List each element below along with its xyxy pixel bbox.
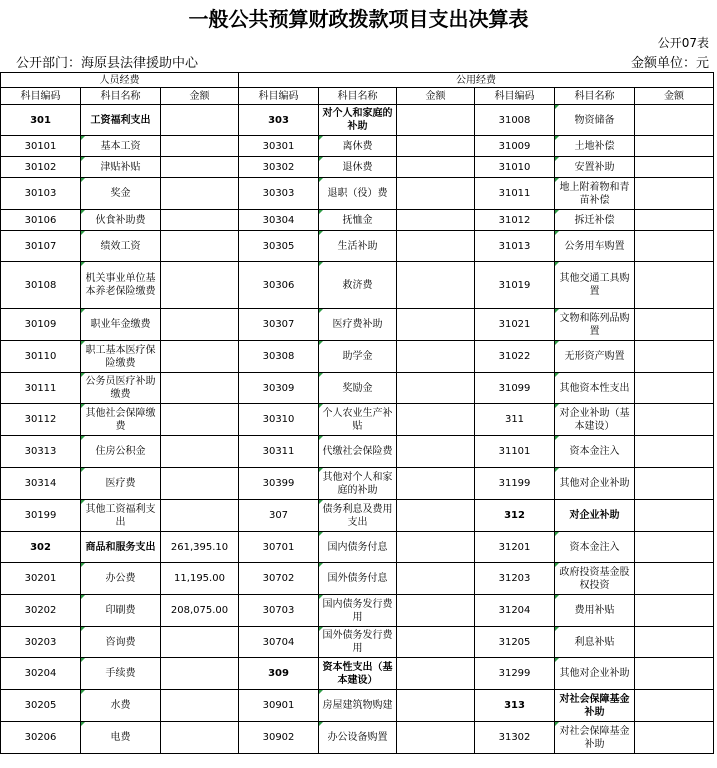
- cell-name: 资本性支出（基本建设）: [319, 658, 397, 690]
- table-row: [1, 658, 714, 690]
- cell-amount: [635, 563, 714, 595]
- cell-amount: [635, 658, 714, 690]
- expenditure-table: [0, 72, 714, 754]
- cell-code: 31204: [475, 595, 555, 627]
- cell-code: 30106: [1, 210, 81, 231]
- table-row: [1, 178, 714, 210]
- cell-code: 30313: [1, 436, 81, 468]
- cell-code: 30399: [239, 468, 319, 500]
- cell-name: 工资福利支出: [81, 105, 161, 136]
- cell-name: 咨询费: [81, 627, 161, 658]
- cell-code: 30204: [1, 658, 81, 690]
- table-row: [1, 341, 714, 373]
- cell-name: 对社会保障基金补助: [555, 690, 635, 722]
- cell-name: 退职（役）费: [319, 178, 397, 210]
- cell-amount: [397, 404, 475, 436]
- cell-name: 物资储备: [555, 105, 635, 136]
- cell-name: 奖励金: [319, 373, 397, 404]
- table-row: [1, 532, 714, 563]
- cell-amount: [161, 157, 239, 178]
- cell-code: 303: [239, 105, 319, 136]
- cell-amount: [635, 595, 714, 627]
- table-row: [1, 690, 714, 722]
- cell-amount: [635, 627, 714, 658]
- table-row: [1, 309, 714, 341]
- cell-amount: [635, 468, 714, 500]
- cell-code: 30306: [239, 262, 319, 309]
- cell-name: 资本金注入: [555, 436, 635, 468]
- cell-code: 30108: [1, 262, 81, 309]
- cell-amount: [397, 627, 475, 658]
- cell-code: 31009: [475, 136, 555, 157]
- cell-code: 30205: [1, 690, 81, 722]
- cell-code: 30201: [1, 563, 81, 595]
- cell-name: 资本金注入: [555, 532, 635, 563]
- cell-code: 30109: [1, 309, 81, 341]
- cell-code: 31010: [475, 157, 555, 178]
- cell-amount: [635, 262, 714, 309]
- cell-code: 30199: [1, 500, 81, 532]
- cell-amount: [161, 178, 239, 210]
- cell-name: 退休费: [319, 157, 397, 178]
- cell-code: 30110: [1, 341, 81, 373]
- cell-code: 30202: [1, 595, 81, 627]
- cell-code: 31205: [475, 627, 555, 658]
- cell-code: 30301: [239, 136, 319, 157]
- cell-code: 30701: [239, 532, 319, 563]
- cell-code: 30307: [239, 309, 319, 341]
- cell-name: 拆迁补偿: [555, 210, 635, 231]
- table-row: [1, 262, 714, 309]
- cell-amount: [161, 436, 239, 468]
- cell-code: 307: [239, 500, 319, 532]
- cell-name: 职工基本医疗保险缴费: [81, 341, 161, 373]
- cell-code: 31203: [475, 563, 555, 595]
- cell-code: 31299: [475, 658, 555, 690]
- cell-amount: [635, 404, 714, 436]
- cell-name: 津贴补贴: [81, 157, 161, 178]
- cell-name: 政府投资基金股权投资: [555, 563, 635, 595]
- cell-name: 医疗费: [81, 468, 161, 500]
- column-header: 金额: [161, 88, 239, 105]
- cell-code: 30902: [239, 722, 319, 754]
- cell-code: 313: [475, 690, 555, 722]
- cell-amount: [397, 500, 475, 532]
- cell-name: 公务员医疗补助缴费: [81, 373, 161, 404]
- cell-amount: [635, 309, 714, 341]
- cell-amount: [397, 658, 475, 690]
- cell-code: 30102: [1, 157, 81, 178]
- group-header-row: [1, 73, 714, 88]
- table-row: [1, 136, 714, 157]
- cell-name: 对企业补助: [555, 500, 635, 532]
- cell-name: 商品和服务支出: [81, 532, 161, 563]
- cell-amount: [635, 178, 714, 210]
- cell-code: 30702: [239, 563, 319, 595]
- cell-amount: [161, 262, 239, 309]
- cell-code: 30704: [239, 627, 319, 658]
- cell-amount: [397, 436, 475, 468]
- cell-name: 其他资本性支出: [555, 373, 635, 404]
- table-row: [1, 722, 714, 754]
- cell-code: 311: [475, 404, 555, 436]
- table-row: [1, 373, 714, 404]
- column-header: 科目名称: [555, 88, 635, 105]
- cell-amount: [161, 500, 239, 532]
- table-row: [1, 563, 714, 595]
- cell-amount: [397, 595, 475, 627]
- cell-code: 30107: [1, 231, 81, 262]
- cell-name: 生活补助: [319, 231, 397, 262]
- cell-amount: [397, 722, 475, 754]
- cell-name: 电费: [81, 722, 161, 754]
- cell-amount: [635, 210, 714, 231]
- cell-amount: [161, 690, 239, 722]
- cell-name: 办公设备购置: [319, 722, 397, 754]
- column-header: 科目编码: [1, 88, 81, 105]
- table-row: [1, 231, 714, 262]
- cell-name: 国内债务发行费用: [319, 595, 397, 627]
- cell-code: 31011: [475, 178, 555, 210]
- cell-code: 30901: [239, 690, 319, 722]
- cell-amount: [161, 105, 239, 136]
- cell-name: 其他交通工具购置: [555, 262, 635, 309]
- cell-name: 办公费: [81, 563, 161, 595]
- cell-name: 救济费: [319, 262, 397, 309]
- cell-name: 个人农业生产补贴: [319, 404, 397, 436]
- cell-code: 30101: [1, 136, 81, 157]
- cell-name: 费用补贴: [555, 595, 635, 627]
- cell-name: 绩效工资: [81, 231, 161, 262]
- cell-code: 309: [239, 658, 319, 690]
- cell-amount: [397, 309, 475, 341]
- cell-name: 对个人和家庭的补助: [319, 105, 397, 136]
- cell-code: 30203: [1, 627, 81, 658]
- cell-code: 30206: [1, 722, 81, 754]
- cell-name: 文物和陈列品购置: [555, 309, 635, 341]
- form-number: 公开07表: [657, 36, 709, 50]
- cell-amount: 208,075.00: [161, 595, 239, 627]
- column-header-row: [1, 88, 714, 105]
- cell-name: 职业年金缴费: [81, 309, 161, 341]
- cell-amount: [635, 436, 714, 468]
- cell-code: 31302: [475, 722, 555, 754]
- cell-name: 债务利息及费用支出: [319, 500, 397, 532]
- cell-code: 31012: [475, 210, 555, 231]
- cell-name: 其他对企业补助: [555, 658, 635, 690]
- cell-code: 31013: [475, 231, 555, 262]
- cell-name: 利息补贴: [555, 627, 635, 658]
- page-title: 一般公共预算财政拨款项目支出决算表: [188, 7, 529, 31]
- cell-name: 地上附着物和青苗补偿: [555, 178, 635, 210]
- cell-name: 印刷费: [81, 595, 161, 627]
- cell-code: 31008: [475, 105, 555, 136]
- cell-amount: [161, 373, 239, 404]
- cell-name: 医疗费补助: [319, 309, 397, 341]
- cell-amount: [161, 231, 239, 262]
- cell-amount: [397, 341, 475, 373]
- cell-code: 30111: [1, 373, 81, 404]
- cell-code: 31201: [475, 532, 555, 563]
- cell-code: 301: [1, 105, 81, 136]
- cell-amount: [161, 468, 239, 500]
- cell-amount: 261,395.10: [161, 532, 239, 563]
- table-row: [1, 627, 714, 658]
- group-header-personnel: 人员经费: [1, 73, 239, 88]
- cell-name: 机关事业单位基本养老保险缴费: [81, 262, 161, 309]
- cell-amount: [161, 341, 239, 373]
- cell-code: 30311: [239, 436, 319, 468]
- table-row: [1, 404, 714, 436]
- table-row: [1, 436, 714, 468]
- cell-amount: [161, 658, 239, 690]
- table-row: [1, 468, 714, 500]
- cell-name: 奖金: [81, 178, 161, 210]
- column-header: 金额: [397, 88, 475, 105]
- cell-code: 30302: [239, 157, 319, 178]
- currency-unit-label: 金额单位：元: [630, 56, 709, 71]
- cell-code: 30308: [239, 341, 319, 373]
- cell-amount: [635, 500, 714, 532]
- cell-amount: [397, 262, 475, 309]
- cell-code: 312: [475, 500, 555, 532]
- cell-amount: [635, 157, 714, 178]
- cell-name: 住房公积金: [81, 436, 161, 468]
- cell-code: 31099: [475, 373, 555, 404]
- cell-amount: [161, 136, 239, 157]
- cell-amount: [397, 468, 475, 500]
- cell-code: 30103: [1, 178, 81, 210]
- cell-code: 31199: [475, 468, 555, 500]
- cell-amount: [161, 722, 239, 754]
- cell-amount: [397, 178, 475, 210]
- cell-amount: [161, 404, 239, 436]
- department-label: 公开部门：海原县法律援助中心: [16, 56, 199, 71]
- cell-code: 31019: [475, 262, 555, 309]
- cell-name: 公务用车购置: [555, 231, 635, 262]
- cell-name: 手续费: [81, 658, 161, 690]
- cell-name: 国外债务发行费用: [319, 627, 397, 658]
- cell-name: 无形资产购置: [555, 341, 635, 373]
- cell-name: 其他对企业补助: [555, 468, 635, 500]
- cell-name: 其他社会保障缴费: [81, 404, 161, 436]
- table-row: [1, 157, 714, 178]
- column-header: 科目名称: [81, 88, 161, 105]
- cell-amount: [161, 309, 239, 341]
- cell-code: 30304: [239, 210, 319, 231]
- cell-name: 国内债务付息: [319, 532, 397, 563]
- cell-amount: [397, 105, 475, 136]
- cell-amount: [397, 563, 475, 595]
- cell-name: 代缴社会保险费: [319, 436, 397, 468]
- cell-name: 国外债务付息: [319, 563, 397, 595]
- table-row: [1, 105, 714, 136]
- cell-code: 30310: [239, 404, 319, 436]
- cell-amount: [397, 136, 475, 157]
- cell-code: 30703: [239, 595, 319, 627]
- cell-amount: [397, 373, 475, 404]
- cell-code: 31021: [475, 309, 555, 341]
- cell-name: 其他工资福利支出: [81, 500, 161, 532]
- cell-name: 土地补偿: [555, 136, 635, 157]
- cell-amount: [397, 532, 475, 563]
- cell-amount: [635, 532, 714, 563]
- cell-code: 30314: [1, 468, 81, 500]
- column-header: 科目编码: [475, 88, 555, 105]
- cell-name: 房屋建筑物购建: [319, 690, 397, 722]
- cell-code: 31022: [475, 341, 555, 373]
- cell-amount: [161, 627, 239, 658]
- cell-name: 抚恤金: [319, 210, 397, 231]
- cell-code: 30303: [239, 178, 319, 210]
- cell-name: 对企业补助（基本建设）: [555, 404, 635, 436]
- cell-amount: [397, 231, 475, 262]
- cell-name: 基本工资: [81, 136, 161, 157]
- cell-amount: [635, 341, 714, 373]
- cell-name: 安置补助: [555, 157, 635, 178]
- cell-amount: [161, 210, 239, 231]
- table-row: [1, 210, 714, 231]
- cell-amount: [397, 210, 475, 231]
- cell-amount: [635, 105, 714, 136]
- cell-name: 助学金: [319, 341, 397, 373]
- cell-code: 31101: [475, 436, 555, 468]
- cell-code: 302: [1, 532, 81, 563]
- column-header: 科目编码: [239, 88, 319, 105]
- cell-amount: 11,195.00: [161, 563, 239, 595]
- column-header: 科目名称: [319, 88, 397, 105]
- cell-amount: [397, 157, 475, 178]
- cell-name: 对社会保障基金补助: [555, 722, 635, 754]
- table-row: [1, 595, 714, 627]
- column-header: 金额: [635, 88, 714, 105]
- cell-amount: [635, 136, 714, 157]
- cell-code: 30112: [1, 404, 81, 436]
- cell-code: 30305: [239, 231, 319, 262]
- cell-amount: [635, 722, 714, 754]
- cell-amount: [635, 373, 714, 404]
- cell-name: 水费: [81, 690, 161, 722]
- table-row: [1, 500, 714, 532]
- group-header-public: 公用经费: [239, 73, 714, 88]
- cell-name: 伙食补助费: [81, 210, 161, 231]
- cell-name: 离休费: [319, 136, 397, 157]
- cell-amount: [635, 231, 714, 262]
- cell-code: 30309: [239, 373, 319, 404]
- cell-name: 其他对个人和家庭的补助: [319, 468, 397, 500]
- cell-amount: [635, 690, 714, 722]
- cell-amount: [397, 690, 475, 722]
